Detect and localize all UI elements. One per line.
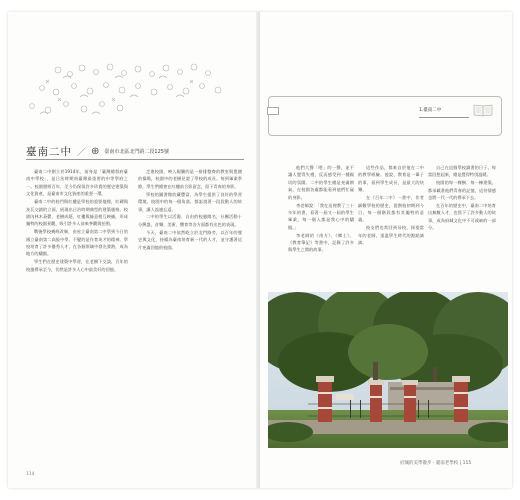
paragraph: 在《百年二中》一書中，作者細數學校的歷史，從創校初期到今日，每一個階段都有其獨特的意義。 xyxy=(358,195,424,223)
paragraph: 戰後學校幾經改制，由省立臺南第二中學到今日的國立臺南第二高級中學，不變的是作育英才的精神。學校培育了許多優秀人才，在各個領域中發光發熱，成為地方的驕傲。 xyxy=(26,229,128,257)
paragraph: 臺南二中的校門與紅樓是學校的重要地標，紅磚與灰瓦交錯的立面，展現出日治時期典型的建築風格。校園內林木蒼鬱，老樹成蔭，紅樓與綠意相互映襯，形成獨特的校園景觀，吸引許多人前來參觀與拍照。 xyxy=(26,199,128,227)
paragraph: 臺南二中創立於1914年，前身是「臺灣總督府臺南中學校」，是日治時期南臺灣最重要的中等學府之一。校園歷經百年，至今仍保留許多珍貴的歷史建築與文化資產，是臺南市文化資產的重要一環。 xyxy=(26,169,128,197)
paragraph: 學生們在歷史建築中學習，在老樹下交談，百年的校風傳承至今，仍然是許多人心中最美好的回憶。 xyxy=(26,259,128,272)
school-gate-photo xyxy=(268,292,508,448)
left-column-2 xyxy=(138,168,242,468)
paragraph: 李老師的《南方》、《鄉土》、《教育筆記》等書中，記錄了許多與學生之間的故事。 xyxy=(288,232,354,253)
right-page xyxy=(260,12,512,488)
left-column-1 xyxy=(26,168,128,468)
paragraph: 這些作品，都來自於他在二中的教學經驗。他說，教育是一輩子的事，看到學生成長，是最大的快樂。 xyxy=(358,165,424,193)
heading-rule xyxy=(26,159,244,160)
open-book-icon xyxy=(473,103,493,117)
right-column-3 xyxy=(428,164,496,284)
caption-tab xyxy=(267,107,279,115)
doodle-decoration xyxy=(18,52,238,122)
article-heading xyxy=(26,144,169,158)
title-separator: ／ xyxy=(77,147,87,158)
paragraph: 今天，臺南二中依然屹立於北門路旁，以百年的歷史與文化，持續為臺南培育新一代的人才，並守護著這片充滿回憶的校園。 xyxy=(138,229,242,250)
left-page-number: 114 xyxy=(26,472,35,477)
location-marker-icon: ⊕ xyxy=(91,145,100,157)
paragraph: 學校的圖書館收藏豐富，為學生提供了良好的學習環境。校園中的每一個角落，都訴說著一段段動人的故事，讓人流連忘返。 xyxy=(138,191,242,212)
paragraph: 二中的學生以活潑、自由的校風聞名，社團活動十分興盛，音樂、美術、體育等各方面都有出色的表現。 xyxy=(138,214,242,227)
right-column-2 xyxy=(358,164,424,284)
paragraph: 走進校園，映入眼簾的是一排排整齊的教室與寬闊的操場，校園中的老樹見證了學校的成長。每到畢業季節，學生們總會在紅樓前合影留念，留下青春的身影。 xyxy=(138,169,242,189)
left-page xyxy=(8,12,260,488)
paragraph: 在百年的歷史中，臺南二中培育出無數人才，也寫下了許多動人的故事，成為府城文化中不可或缺的一部分。 xyxy=(428,203,496,231)
paragraph: 校園的每一棵樹、每一棟建築，都承載著他們青春的記憶，這份情感也將一代一代的傳承下去。 xyxy=(428,180,496,201)
book-spread xyxy=(8,12,512,488)
right-column-1 xyxy=(288,164,354,284)
paragraph: 自己在這個學校讀書的日子，每當回想起來，總是覺得特別溫暖。 xyxy=(428,165,496,178)
paragraph: 校友們也常回到母校，探望當年的老師，重溫學生時代的點點滴滴。 xyxy=(358,225,424,246)
photo-caption: 1.臺南二中 xyxy=(419,108,442,113)
caption-rule xyxy=(419,117,469,118)
paragraph: 他們大聲「喂」的一聲，並不讓人覺得失禮，反而感受到一種親切的氛圍。二中的學生總是充滿朝氣，在校園各處都能看到他們忙碌的身影。 xyxy=(288,165,354,200)
running-footer: 府城的美學散步 · 臺南老學校 | 115 xyxy=(400,461,472,466)
article-title: 臺南二中 xyxy=(26,145,72,158)
article-address: 臺南市北區北門路二段125號 xyxy=(104,148,169,155)
photo-caption-box xyxy=(268,96,502,136)
paragraph: 李老師說：「我在這裡教了三十多年的書，看著一屆又一屆的學生畢業，每一個人都是我心中的驕傲。」 xyxy=(288,202,354,230)
